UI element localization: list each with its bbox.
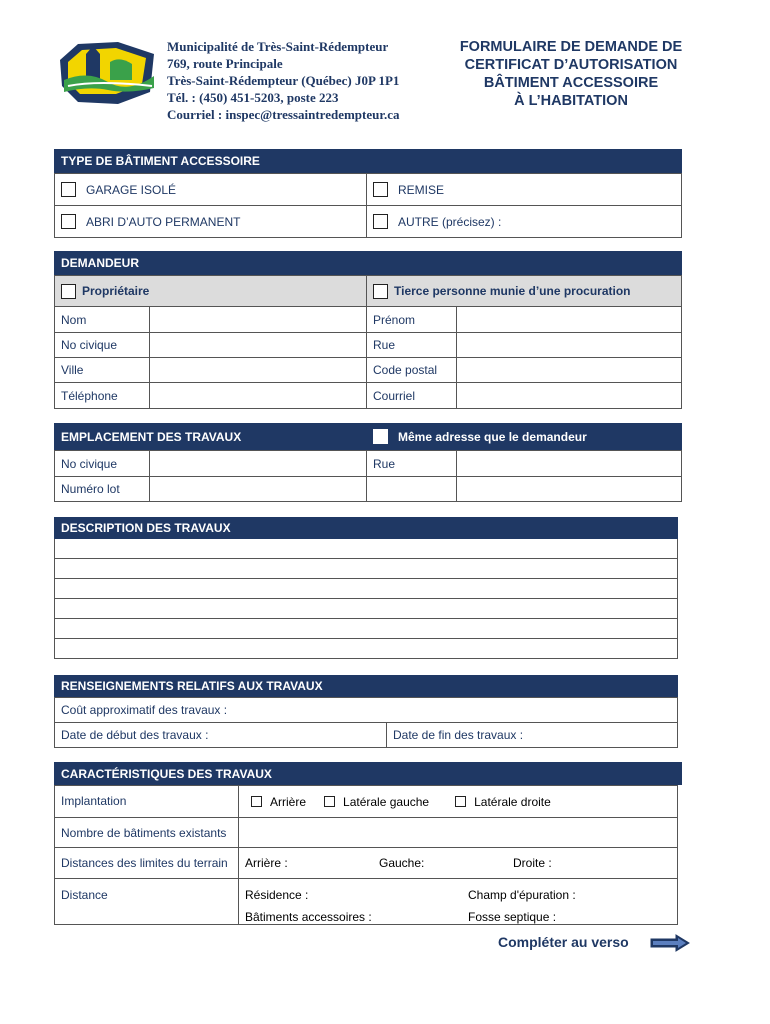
checkbox[interactable] <box>373 214 388 229</box>
checkbox[interactable] <box>251 796 262 807</box>
label-rue: Rue <box>367 451 457 477</box>
checkbox[interactable] <box>61 182 76 197</box>
address-line: Tél. : (450) 451-5203, poste 223 <box>167 90 339 105</box>
label-distances-limites: Distances des limites du terrain <box>55 848 239 879</box>
section-title: DESCRIPTION DES TRAVAUX <box>61 521 231 535</box>
label-rue: Rue <box>367 333 457 358</box>
empty-cell <box>367 477 457 501</box>
checkbox[interactable] <box>373 182 388 197</box>
input-nombre-batiments[interactable] <box>239 818 677 848</box>
input-no-civique[interactable] <box>150 451 367 477</box>
address-line: Municipalité de Très-Saint-Rédempteur <box>167 39 389 54</box>
section-title: DEMANDEUR <box>61 256 139 270</box>
label-ville: Ville <box>55 358 150 383</box>
input-courriel[interactable] <box>457 383 681 408</box>
field-cout[interactable]: Coût approximatif des travaux : <box>55 698 677 723</box>
label-implantation: Implantation <box>55 786 239 818</box>
section-title: RENSEIGNEMENTS RELATIFS AUX TRAVAUX <box>61 679 323 693</box>
form-title-line: BÂTIMENT ACCESSOIRE <box>483 75 659 91</box>
implantation-options <box>239 786 677 818</box>
label-dist-gauche: Gauche: <box>379 856 425 870</box>
section-title: CARACTÉRISTIQUES DES TRAVAUX <box>61 766 272 781</box>
description-line[interactable] <box>54 619 678 639</box>
section-renseignements <box>54 675 678 697</box>
demandeur-grid <box>54 275 682 409</box>
label-fosse-septique: Fosse septique : <box>468 910 557 924</box>
checkbox[interactable] <box>324 796 335 807</box>
field-date-debut[interactable]: Date de début des travaux : <box>55 723 387 747</box>
checkbox[interactable] <box>373 429 388 444</box>
label-dist-droite: Droite : <box>513 856 552 870</box>
label-code-postal: Code postal <box>367 358 457 383</box>
label-nom: Nom <box>55 307 150 333</box>
option-abri-auto[interactable] <box>55 206 367 237</box>
input-telephone[interactable] <box>150 383 367 408</box>
label-nombre-batiments: Nombre de bâtiments existants <box>55 818 239 848</box>
section-title: TYPE DE BÂTIMENT ACCESSOIRE <box>61 154 260 168</box>
municipality-logo <box>58 40 158 108</box>
option-garage-isole[interactable] <box>55 174 367 206</box>
section-demandeur <box>54 251 682 275</box>
input-numero-lot[interactable] <box>150 477 367 501</box>
section-type-batiment <box>54 149 366 173</box>
input-code-postal[interactable] <box>457 358 681 383</box>
section-description <box>54 517 678 539</box>
municipality-address <box>167 38 399 123</box>
description-line[interactable] <box>54 639 678 659</box>
option-tierce-personne[interactable] <box>367 276 681 307</box>
footer-continue-text: Compléter au verso <box>498 934 629 950</box>
type-batiment-grid <box>54 173 682 238</box>
checkbox[interactable] <box>61 284 76 299</box>
form-title-line: FORMULAIRE DE DEMANDE DE <box>459 39 683 55</box>
checkbox[interactable] <box>61 214 76 229</box>
form-title-line: À L’HABITATION <box>514 93 628 109</box>
option-label: Même adresse que le demandeur <box>398 429 587 444</box>
option-proprietaire[interactable] <box>55 276 367 307</box>
distances-limites-fields[interactable] <box>239 848 677 879</box>
label-telephone: Téléphone <box>55 383 150 408</box>
address-line: 769, route Principale <box>167 56 283 71</box>
label-prenom: Prénom <box>367 307 457 333</box>
option-label: AUTRE (précisez) : <box>398 214 502 229</box>
section-title: EMPLACEMENT DES TRAVAUX <box>61 429 242 444</box>
option-label: REMISE <box>398 182 445 197</box>
address-line: Très-Saint-Rédempteur (Québec) J0P 1P1 <box>167 73 400 88</box>
option-laterale-gauche[interactable]: Latérale gauche <box>324 795 429 809</box>
form-title <box>440 38 702 110</box>
option-remise[interactable] <box>367 174 681 206</box>
form-title-line: CERTIFICAT D’AUTORISATION <box>464 57 678 73</box>
field-date-fin[interactable]: Date de fin des travaux : <box>393 728 524 742</box>
option-autre[interactable] <box>367 206 681 237</box>
input-ville[interactable] <box>150 358 367 383</box>
address-line: Courriel : inspec@tressaintredempteur.ca <box>167 107 400 122</box>
caracteristiques-grid <box>54 785 678 925</box>
input-prenom[interactable] <box>457 307 681 333</box>
input-rue[interactable] <box>457 451 681 477</box>
input-nom[interactable] <box>150 307 367 333</box>
option-laterale-droite[interactable]: Latérale droite <box>455 795 551 809</box>
description-line[interactable] <box>54 559 678 579</box>
label-batiments-accessoires: Bâtiments accessoires : <box>245 910 372 924</box>
renseignements-grid <box>54 697 678 748</box>
label-residence: Résidence : <box>245 888 309 902</box>
checkbox[interactable] <box>373 284 388 299</box>
description-line[interactable] <box>54 599 678 619</box>
description-line[interactable] <box>54 539 678 559</box>
option-label: ABRI D’AUTO PERMANENT <box>86 214 241 229</box>
option-label: Tierce personne munie d’une procuration <box>394 284 631 298</box>
label-numero-lot: Numéro lot <box>55 477 150 501</box>
label-distance: Distance <box>55 879 239 924</box>
label-champ-epuration: Champ d'épuration : <box>468 888 576 902</box>
option-label: Propriétaire <box>82 284 150 298</box>
description-line[interactable] <box>54 579 678 599</box>
label-no-civique: No civique <box>55 451 150 477</box>
label-courriel: Courriel <box>367 383 457 408</box>
emplacement-grid <box>54 450 682 502</box>
arrow-right-icon <box>650 934 690 952</box>
label-dist-arriere: Arrière : <box>245 856 288 870</box>
input-no-civique[interactable] <box>150 333 367 358</box>
label-no-civique: No civique <box>55 333 150 358</box>
distance-fields[interactable] <box>239 879 677 924</box>
option-meme-adresse[interactable] <box>366 423 682 450</box>
option-arriere[interactable]: Arrière <box>251 795 306 809</box>
checkbox[interactable] <box>455 796 466 807</box>
section-emplacement <box>54 423 366 450</box>
section-caracteristiques <box>54 762 682 785</box>
input-rue[interactable] <box>457 333 681 358</box>
section-type-batiment-right <box>366 149 682 173</box>
option-label: GARAGE ISOLÉ <box>86 182 177 197</box>
